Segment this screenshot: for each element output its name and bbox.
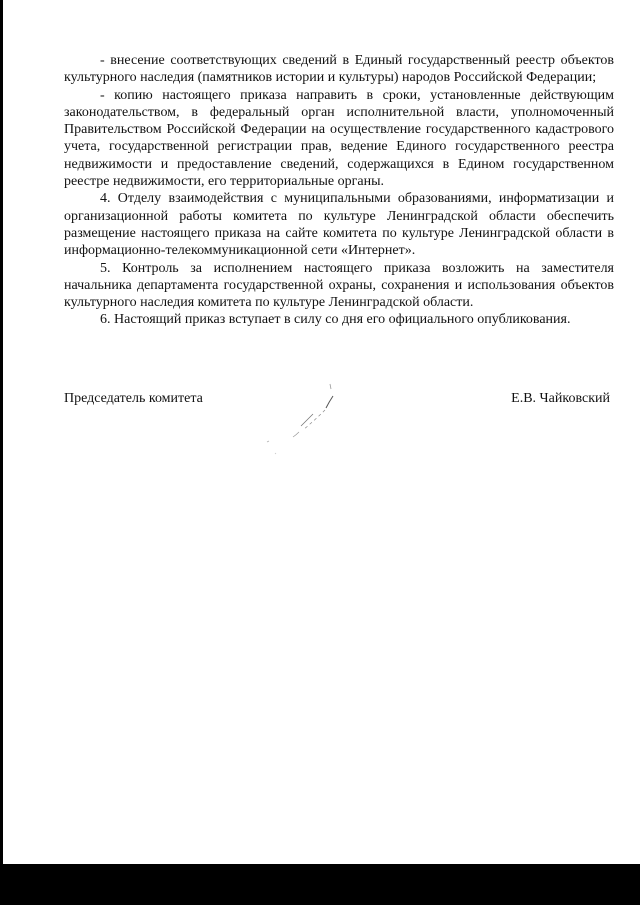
paragraph-copy-to-federal-body: - копию настоящего приказа направить в сроки, установленные действующим законодательством, в федеральный орган исполнительной власти, уполномоченный Правительством Российской Федерации на осуществление государственного кадастрового учета, государственной регистрации прав, ведение Единого государственного реестра недвижимости и предоставление сведений, содержащихся в Едином государственном реестре недвижимости, его территориальные органы. — [64, 87, 614, 190]
paragraph-item-6: 6. Настоящий приказ вступает в силу со дня его официального опубликования. — [100, 312, 571, 328]
paragraph-registry-entry: - внесение соответствующих сведений в Единый государственный реестр объектов культурного наследия (памятников истории и культуры) народов Российской Федерации; — [64, 53, 614, 86]
paragraph-item-4: 4. Отделу взаимодействия с муниципальными образованиями, информатизации и организационной работы комитета по культуре Ленинградской области обеспечить размещение настоящего приказа на сайте комитета по культуре Ленинградской области в информационно-телекоммуникационной сети «Интернет». — [64, 191, 614, 259]
handwritten-signature — [255, 380, 345, 460]
signatory-name: Е.В. Чайковский — [511, 391, 610, 406]
scan-bottom-band — [0, 864, 640, 905]
scan-left-edge — [0, 0, 3, 905]
paragraph-item-5: 5. Контроль за исполнением настоящего приказа возложить на заместителя начальника департамента государственной охраны, сохранения и использования объектов культурного наследия комитета по культуре Ленинградской области. — [64, 260, 614, 311]
signatory-title: Председатель комитета — [64, 391, 203, 406]
document-body — [64, 52, 614, 329]
